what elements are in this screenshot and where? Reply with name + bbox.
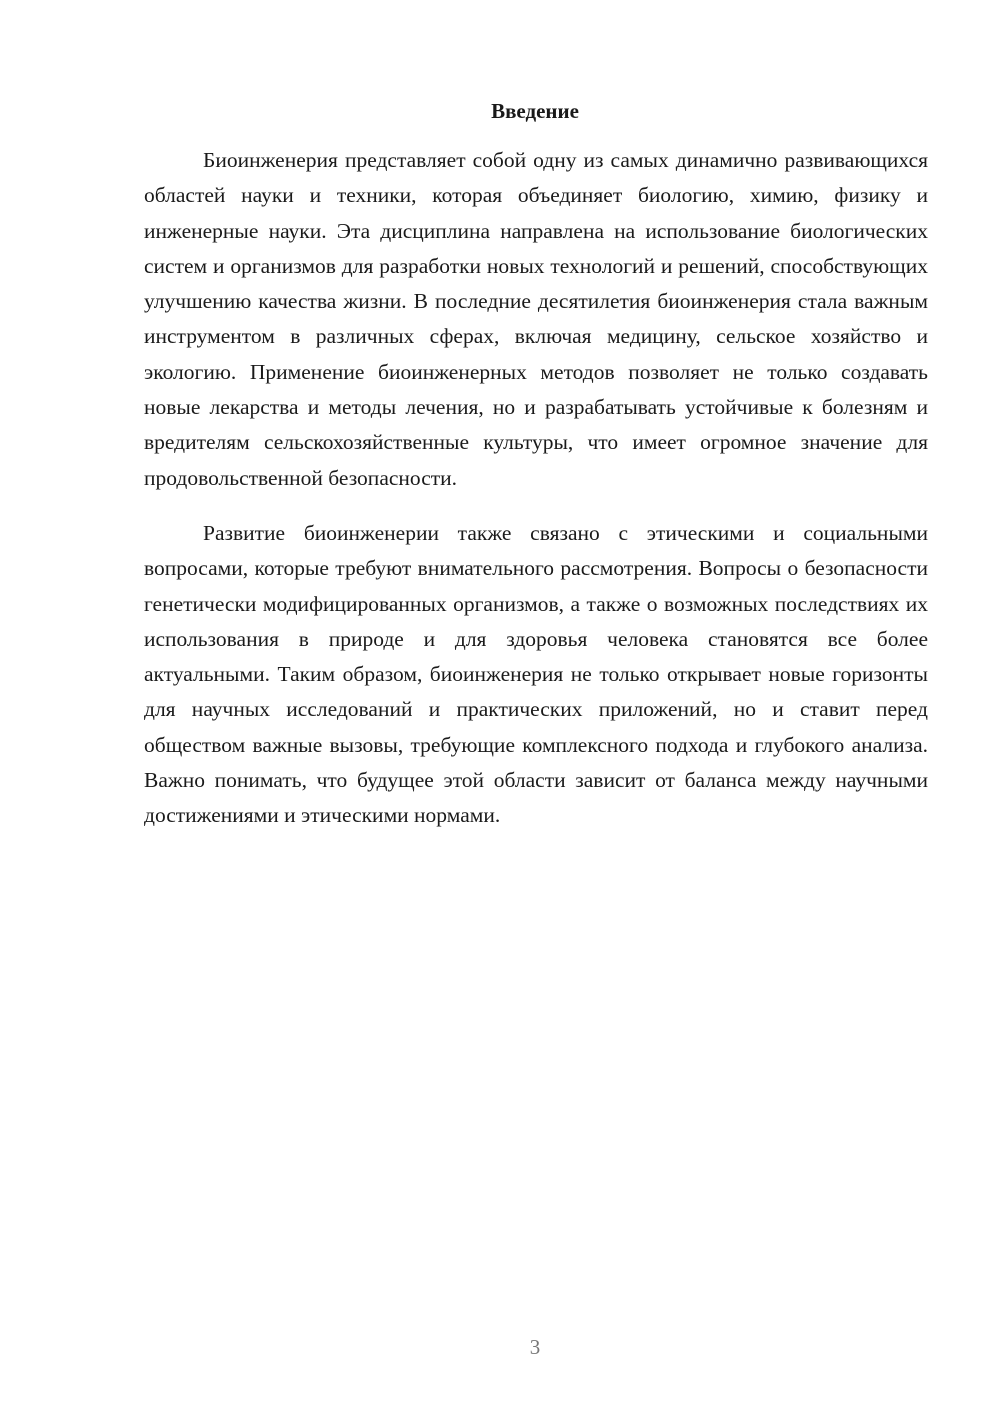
paragraph-1: Биоинженерия представляет собой одну из самых динамично развивающихся областей науки и техники, которая объединяет биологию, химию, физику и инженерные науки. Эта дисциплина направлена на использование биологических систем и организмов для разработки новых технологий и решений, способствующих улучшению качества жизни. В последние десятилетия биоинженерия стала важным инструментом в различных сферах, включая медицину, сельское хозяйство и экологию. Применение биоинженерных методов позволяет не только создавать новые лекарства и методы лечения, но и разрабатывать устойчивые к болезням и вредителям сельскохозяйственные культуры, что имеет огромное значение для продовольственной безопасности. <box>144 148 928 490</box>
body-text <box>144 143 928 834</box>
section-heading: Введение <box>491 99 579 123</box>
paragraph-2: Развитие биоинженерии также связано с этическими и социальными вопросами, которые требуют внимательного рассмотрения. Вопросы о безопасности генетически модифицированных организмов, а также о возможных последствиях их использования в природе и для здоровья человека становятся все более актуальными. Таким образом, биоинженерия не только открывает новые горизонты для научных исследований и практических приложений, но и ставит перед обществом важные вызовы, требующие комплексного подхода и глубокого анализа. Важно понимать, что будущее этой области зависит от баланса между научными достижениями и этическими нормами. <box>144 520 928 828</box>
page-number: 3 <box>529 1335 541 1359</box>
